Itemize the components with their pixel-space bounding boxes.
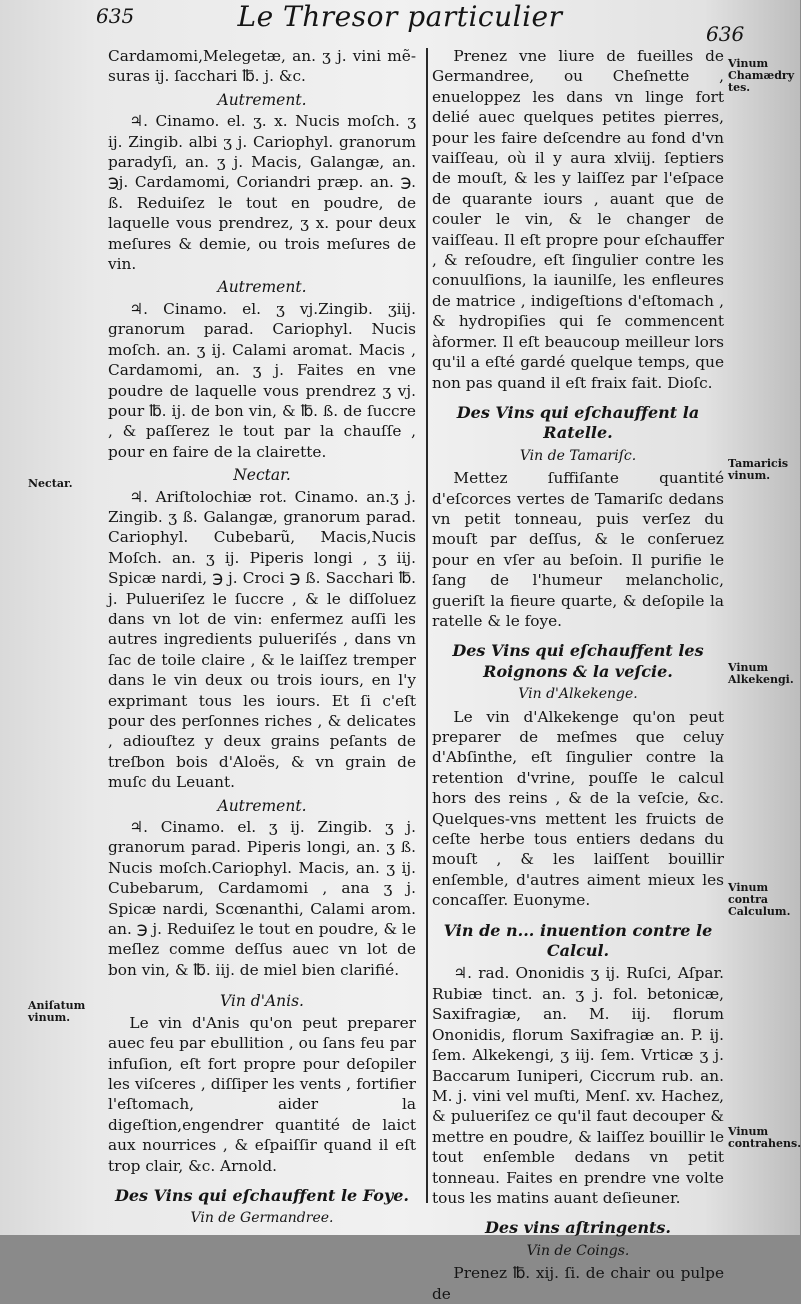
paragraph: ♃. Cinamo. el. ʒ vj.Zingib. ʒiij. granorum parad. Cariophyl. Nucis moſch. an. ʒ ij. Calami aromat. Macis , Cardamomi, an. ʒ j. Faites en vne poudre de laquelle vous prendrez ʒ vj. pour ℔. ij. de bon vin, & ℔. ß. de ſuccre , & paſſerez le tout par la chauſſe , pour en faire de la clairette.: [108, 299, 416, 461]
left-column: [108, 46, 416, 1231]
chapter-heading: Des Vins qui eſchauffent les Roignons & la veſcie.: [452, 641, 704, 681]
margin-note-nectar: Nectar.: [28, 477, 73, 490]
paragraph: ♃. Ariſtolochiæ rot. Cinamo. an.ʒ j. Zingib. ʒ ß. Galangæ, granorum parad. Cariophyl. Cubebarũ, Macis,Nucis Moſch. an. ʒ ij. Piperis longi , ʒ iij. Spicæ nardi, ℈ j. Croci ℈ ß. Sacchari ℔. j. Pulueriſez le ſuccre , & le diſſoluez dans vn lot de vin: enfermez auſſi les autres ingredients pulueriſés , dans vn ſac de toile claire , & le laiſſez tremper dans le vin deux ou trois iours, en l'y exprimant tous les iours. Et ſi c'eſt pour des perſonnes riches , & delicates , adiouſtez y deux grains peſants de treſbon bois d'Aloës, & vn grain de muſc du Leuant.: [108, 487, 416, 792]
paragraph: Prenez vne liure de fueilles de Germandree, ou Cheſnette , enueloppez les dans vn linge fort delié auec quelques petites pierres, pour les faire deſcendre au fond d'vn vaiſſeau, où il y aura xlviij. ſeptiers de mouſt, & les y laiſſez par l'eſpace de quarante iours , auant que de couler le vin, & le changer de vaiſſeau. Il eſt propre pour eſchauffer , & reſoudre, eſt ſingulier contre les conuulſions, la iaunilſe, les enfleures de matrice , indigeſtions d'eſtomach , & hydropiſies qui ſe commencent àformer. Il eſt beaucoup meilleur lors qu'il a eſté gardé quelque temps, que non pas quand il eſt fraix fait. Dioſc.: [432, 47, 724, 392]
section-heading: Autrement.: [217, 796, 307, 815]
margin-note-anis: Aniſatum vinum.: [28, 999, 86, 1024]
page-number-left: 635: [96, 4, 135, 28]
chapter-heading: Des Vins qui eſchauffent le Foye.: [115, 1185, 409, 1205]
paragraph: Mettez ſuffiſante quantité d'eſcorces vertes de Tamariſc dedans vn petit tonneau, puis verſez du mouſt par deſſus, & le conſeruez pour en vſer au beſoin. Il purifie le ſang de l'humeur melancholic, gueriſt la fieure quarte, & deſopile la ratelle & le foye.: [432, 469, 724, 630]
paragraph: ♃. rad. Ononidis ʒ ij. Ruſci, Aſpar. Rubiæ tinct. an. ʒ j. fol. betonicæ, Saxifragiæ, an. M. iij. florum Ononidis, florum Saxifragiæ an. P. ij. ſem. Alkekengi, ʒ iij. ſem. Vrticæ ʒ j. Baccarum Iuniperi, Ciccrum rub. an. M. j. vini vel muſti, Menſ. xv. Hachez, & pulueriſez ce qu'il faut decouper & mettre en poudre, & laiſſez bouillir le tout enſemble dedans vn petit tonneau. Faites en prendre vne volte tous les matins auant deſieuner.: [432, 964, 724, 1207]
paragraph: Cardamomi,Melegetæ, an. ʒ j. vini mẽ-suras ij. ſacchari ℔. j. &c.: [108, 47, 416, 86]
section-heading: Nectar.: [233, 466, 291, 485]
margin-note-tamaricis: Tamaricis vinum.: [728, 457, 789, 482]
page-header: [0, 0, 800, 46]
paragraph: Le vin d'Anis qu'on peut preparer auec feu par ebullition , ou ſans feu par infuſion, eſt fort propre pour deſopiler les viſceres , diſſiper les vents , fortifier l'eſtomach, aider la digeſtion,engendrer quantité de laict aux nourrices , & eſpaiſſir quand il eſt trop clair, &c. Arnold.: [108, 1013, 416, 1175]
section-heading: Autrement.: [217, 278, 307, 297]
margin-note-contrahens: Vinum contrahens.: [728, 1125, 801, 1150]
paragraph: ♃. Cinamo. el. ʒ. x. Nucis moſch. ʒ ij. Zingib. albi ʒ j. Cariophyl. granorum paradyſi, an. ʒ j. Macis, Galangæ, an. ℈j. Cardamomi, Coriandri præp. an. ℈. ß. Reduiſez le tout en poudre, de laquelle vous prendrez, ʒ x. pour deux meſures & demie, ou trois meſures de vin.: [108, 112, 416, 274]
margin-note-alkekengi: Vinum Alkekengi.: [728, 661, 794, 686]
chapter-heading: Des vins aſtringents.: [485, 1218, 671, 1238]
sub-heading: Vin de Tamariſc.: [519, 447, 637, 464]
paragraph: ♃. Cinamo. el. ʒ ij. Zingib. ʒ j. granorum parad. Piperis longi, an. ʒ ß. Nucis moſch.Cariophyl. Macis, an. ʒ ij. Cubebarum, Cardamomi , ana ʒ j. Spicæ nardi, Scœnanthi, Calami arom. an. ℈ j. Reduiſez le tout en poudre, & le meſlez comme deſſus auec vn lot de bon vin, & ℔. iij. de miel bien clarifié.: [108, 818, 416, 979]
column-divider: [426, 48, 428, 1203]
chapter-heading: Vin de n... inuention contre le Calcul.: [443, 920, 713, 961]
sub-heading: Vin d'Alkekenge.: [518, 686, 638, 703]
right-column: [432, 46, 724, 1304]
paragraph: Prenez ℔. xij. ſi. de chair ou pulpe de: [432, 1264, 724, 1303]
section-heading: Vin d'Anis.: [220, 992, 304, 1011]
margin-note-calculum: Vinum contra Calculum.: [728, 881, 791, 918]
paragraph: Le vin d'Alkekenge qu'on peut preparer de meſmes que celuy d'Abſinthe, eſt ſingulier contre la retention d'vrine, pouſſe le calcul hors des reins , & de la veſcie, &c. Quelques-vns mettent les fruicts de ceſte herbe tous entiers dedans du mouſt , & les laiſſent bouillir enſemble, d'autres aiment mieux les concaſſer. Euonyme.: [432, 707, 724, 910]
section-heading: Autrement.: [217, 90, 307, 109]
sub-heading: Vin de Germandree.: [190, 1210, 334, 1227]
running-title: Le Thresor particulier: [237, 0, 563, 33]
sub-heading: Vin de Coings.: [526, 1242, 630, 1259]
spacer: [108, 980, 416, 988]
chapter-heading: Des Vins qui eſchauffent la Ratelle.: [456, 402, 700, 443]
margin-note-chamedrys: Vinum Chamædry tes.: [728, 57, 795, 94]
page-number-right: 636: [706, 22, 745, 46]
